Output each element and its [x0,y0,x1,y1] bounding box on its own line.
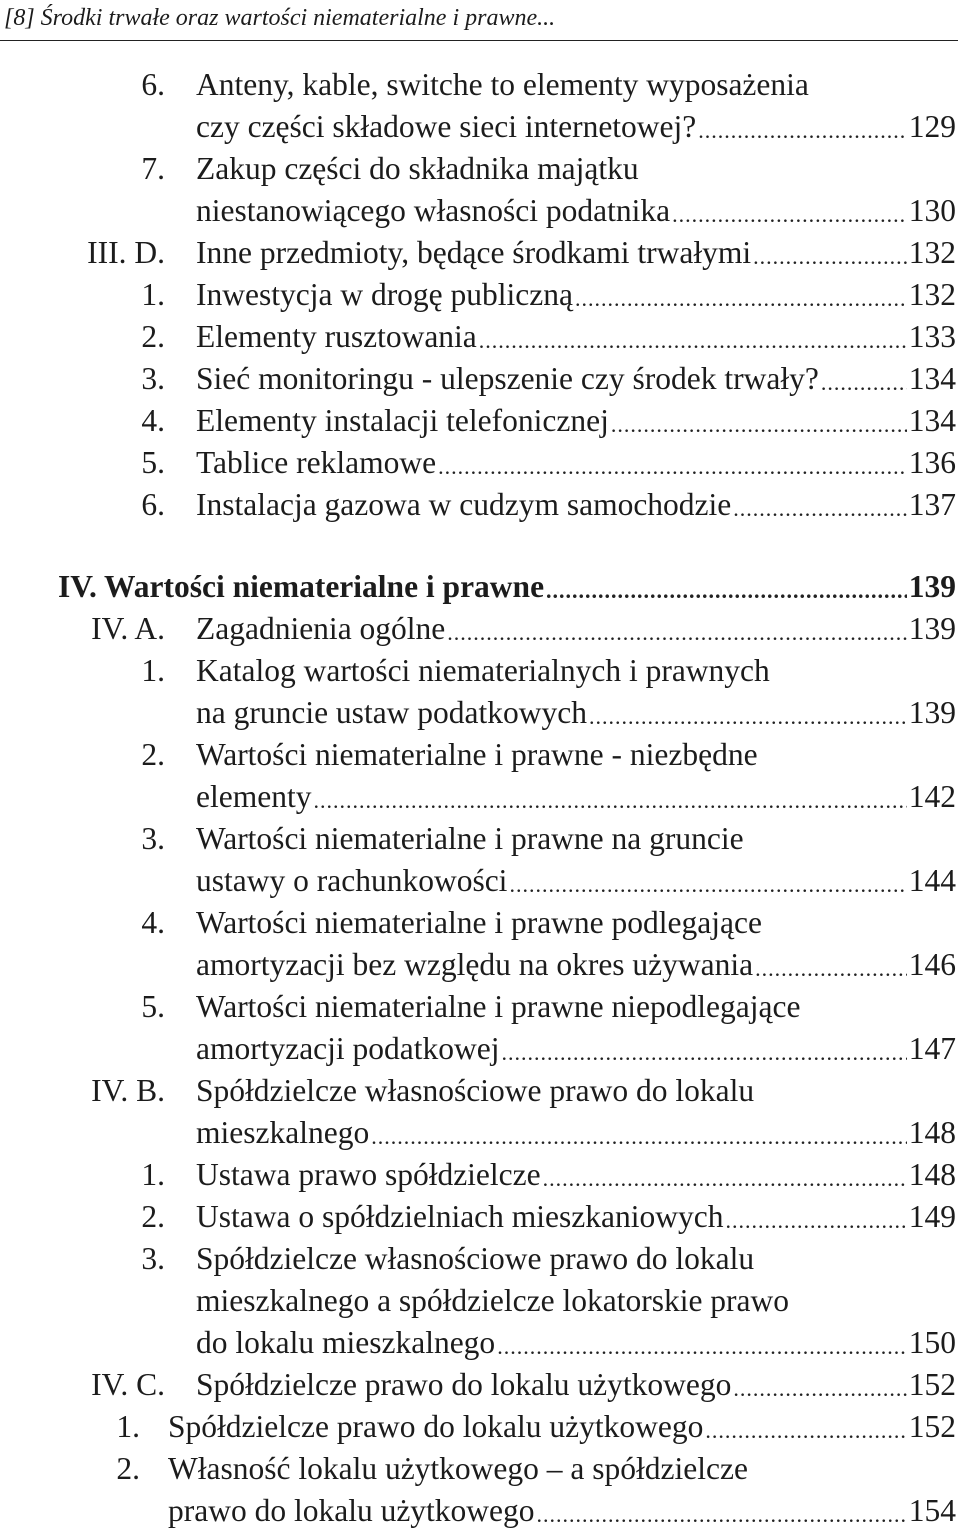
toc-page-number: 132 [908,277,956,312]
dot-leader [546,570,907,612]
dot-leader [313,780,906,822]
dot-leader [733,488,906,530]
toc-page-number: 150 [908,1325,956,1360]
toc-page-number: 146 [908,947,956,982]
toc-line [0,274,956,316]
toc-entry-number: 6. [141,487,165,522]
toc-entry-number: 2. [116,1451,140,1486]
toc-line [0,1448,956,1490]
toc-entry-number: 7. [141,151,165,186]
toc-line [0,148,956,190]
toc-page-number: 132 [908,235,956,270]
toc-page-number: 133 [908,319,956,354]
toc-entry-number: 5. [141,989,165,1024]
toc-entry-number: IV. C. [91,1367,165,1402]
toc-line [0,358,956,400]
toc-line [0,232,956,274]
toc-line [0,484,956,526]
toc-entry-title: mieszkalnego a spółdzielcze lokatorskie prawo [196,1283,790,1318]
dot-leader [438,446,907,488]
dot-leader [371,1116,907,1158]
toc-line [0,734,956,776]
toc-entry-number: 3. [141,821,165,856]
toc-page-number: 148 [908,1115,956,1150]
toc-page-number: 154 [908,1493,956,1528]
toc-entry-number: 2. [141,319,165,354]
toc-entry-title: na gruncie ustaw podatkowych [196,695,588,730]
toc-entry-title: prawo do lokalu użytkowego [168,1493,535,1528]
dot-leader [447,612,906,654]
toc-entry-number: 6. [141,67,165,102]
toc-line [0,986,956,1028]
dot-leader [497,1326,907,1368]
dot-leader [543,1158,907,1200]
toc-entry-number: III. D. [87,235,165,270]
toc-entry-title: do lokalu mieszkalnego [196,1325,496,1360]
toc-entry-title: Ustawa o spółdzielniach mieszkaniowych [196,1199,724,1234]
dot-leader [725,1200,906,1242]
toc-entry-title: amortyzacji podatkowej [196,1031,500,1066]
toc-entry-title: Wartości niematerialne i prawne na gruncie [196,821,744,856]
toc-page-number: 144 [908,863,956,898]
toc-entry-number: 2. [141,737,165,772]
toc-page-number: 129 [908,109,956,144]
toc-entry-title: amortyzacji bez względu na okres używania [196,947,754,982]
toc-entry-title: Własność lokalu użytkowego – a spółdzielcze [168,1451,748,1486]
dot-leader [821,362,907,404]
dot-leader [537,1494,907,1536]
toc-entry-title: Wartości niematerialne i prawne [104,569,545,604]
toc-entry-title: Katalog wartości niematerialnych i prawnych [196,653,770,688]
toc-line [0,400,956,442]
toc-entry-title: Sieć monitoringu - ulepszenie czy środek trwały? [196,361,819,396]
toc-line [0,1112,956,1154]
toc-entry-title: Inne przedmioty, będące środkami trwałymi [196,235,752,270]
toc-line [0,1238,956,1280]
toc-entry-title: Anteny, kable, switche to elementy wyposażenia [196,67,809,102]
toc-entry-title: Elementy rusztowania [196,319,477,354]
toc-line [0,442,956,484]
toc-line [0,64,956,106]
dot-leader [509,864,906,906]
toc-entry-title: czy części składowe sieci internetowej? [196,109,697,144]
toc-page-number: 134 [908,403,956,438]
toc-entry-title: elementy [196,779,312,814]
toc-entry-title: Spółdzielcze prawo do lokalu użytkowego [196,1367,732,1402]
toc-entry-number: 3. [141,1241,165,1276]
toc-page-number: 130 [908,193,956,228]
toc-page-number: 142 [908,779,956,814]
toc-page-number: 152 [908,1409,956,1444]
toc-line [0,1196,956,1238]
toc-line [0,1322,956,1364]
toc-entry-title: Instalacja gazowa w cudzym samochodzie [196,487,732,522]
toc-line [0,1154,956,1196]
toc-entry-title: ustawy o rachunkowości [196,863,508,898]
toc-entry-title: Spółdzielcze własnościowe prawo do lokalu [196,1241,755,1276]
toc-page-number: 149 [908,1199,956,1234]
toc-entry-number: IV. B. [91,1073,165,1108]
dot-leader [705,1410,906,1452]
toc-page-number: 136 [908,445,956,480]
toc-line [0,1070,956,1112]
toc-entry-number: 4. [141,403,165,438]
toc-entry-title: Inwestycja w drogę publiczną [196,277,573,312]
toc-entry-number: IV. [58,569,97,604]
toc-entry-title: Zagadnienia ogólne [196,611,446,646]
toc-page-number: 139 [908,569,956,604]
running-head-text: [8] Środki trwałe oraz wartości niematerialne i prawne... [4,5,556,31]
toc-entry-title: Wartości niematerialne i prawne - niezbędne [196,737,758,772]
toc-entry-number: 1. [141,653,165,688]
dot-leader [698,110,906,152]
dot-leader [611,404,907,446]
toc-entry-number: 1. [116,1409,140,1444]
dot-leader [575,278,907,320]
toc-entry-title: Elementy instalacji telefonicznej [196,403,609,438]
dot-leader [733,1368,906,1410]
toc-line [0,1028,956,1070]
toc-entry-title: niestanowiącego własności podatnika [196,193,671,228]
dot-leader [672,194,907,236]
toc-line [0,650,956,692]
toc-entry-number: 3. [141,361,165,396]
toc-entry-title: Wartości niematerialne i prawne niepodlegające [196,989,801,1024]
toc-page-number: 148 [908,1157,956,1192]
toc-line [0,106,956,148]
toc-line [0,944,956,986]
toc-entry-number: 5. [141,445,165,480]
toc-entry-title: Spółdzielcze własnościowe prawo do lokalu [196,1073,755,1108]
toc-entry-number: 4. [141,905,165,940]
dot-leader [589,696,907,738]
toc-entry-title: Spółdzielcze prawo do lokalu użytkowego [168,1409,704,1444]
toc-entry-number: 1. [141,277,165,312]
dot-leader [753,236,907,278]
toc-entry-title: Tablice reklamowe [196,445,437,480]
toc-entry-number: IV. A. [91,611,165,646]
toc-line [0,1406,956,1448]
toc-page-number: 134 [908,361,956,396]
toc-line [0,692,956,734]
toc-line [0,776,956,818]
toc-line [0,1280,956,1322]
toc-page-number: 139 [908,695,956,730]
toc-page-number: 137 [908,487,956,522]
toc-line [0,316,956,358]
toc-page-number: 147 [908,1031,956,1066]
toc-line [0,1490,956,1532]
toc-line [0,1364,956,1406]
toc-entry-title: Ustawa prawo spółdzielcze [196,1157,541,1192]
toc-line [0,608,956,650]
dot-leader [502,1032,907,1074]
toc-line [0,818,956,860]
toc-entry-title: Zakup części do składnika majątku [196,151,639,186]
toc-entry-title: mieszkalnego [196,1115,370,1150]
toc-entry-title: Wartości niematerialne i prawne podlegające [196,905,762,940]
toc-line [0,860,956,902]
toc-line [0,902,956,944]
toc-line [0,190,956,232]
toc-page-number: 152 [908,1367,956,1402]
dot-leader [755,948,907,990]
toc-entry-number: 2. [141,1199,165,1234]
toc-line [0,566,956,608]
toc-page-number: 139 [908,611,956,646]
toc-entry-number: 1. [141,1157,165,1192]
dot-leader [479,320,907,362]
